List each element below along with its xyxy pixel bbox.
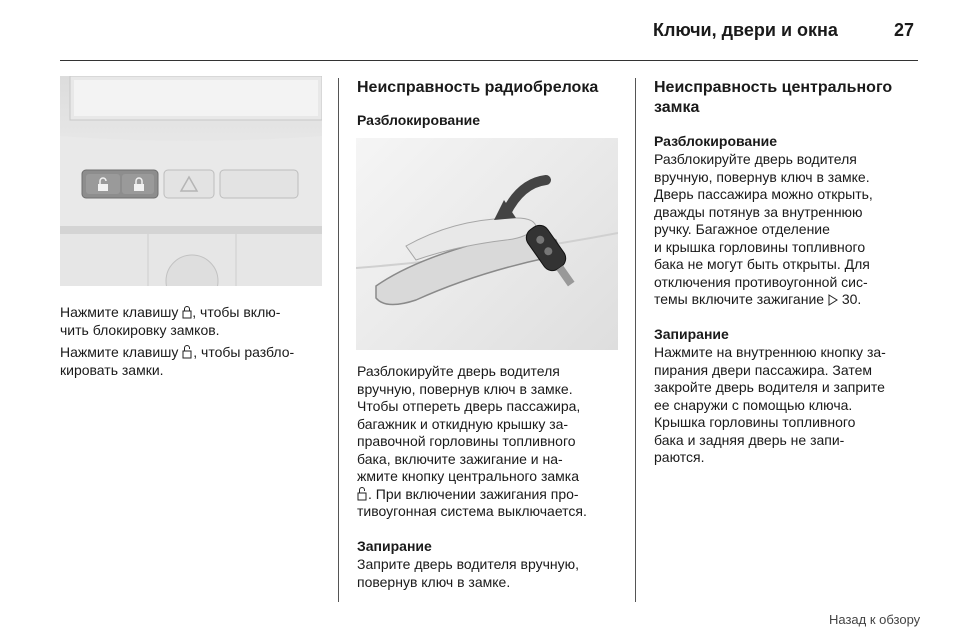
text-line: бака и задняя дверь не запи- [654,431,845,448]
text-line: вручную, повернув ключ в замке. [357,380,573,397]
page-reference-arrow-icon [828,294,838,306]
title-line: замка [654,99,700,116]
column-divider-1 [338,78,339,602]
header-divider [60,60,918,61]
text-line: Заприте дверь водителя вручную, [357,556,580,572]
text-line: темы включите зажигание [654,291,825,307]
door-handle-illustration [356,138,618,350]
text-line: и крышка горловины топливного [654,238,866,255]
page-number: 27 [894,20,915,40]
text-line: Нажмите на внутреннюю кнопку за- [654,344,886,360]
text-line: отключения противоугонной сис- [654,273,868,290]
page-header-title: Ключи, двери и окна [653,20,838,40]
text-line: Разблокируйте дверь водителя [654,151,857,167]
page-reference: 30. [837,291,862,307]
text-line: ее снаружи с помощью ключа. [654,396,853,413]
unlock-instruction [60,344,294,379]
column-divider-2 [635,78,636,602]
text-line: раются. [654,449,705,465]
door-handle-key-drawing [356,138,618,350]
central-lock-text [654,344,886,467]
text-line: закройте дверь водителя и заприте [654,379,885,395]
text-line: бака не могут быть открыты. Для [654,256,870,272]
lock-buttons-illustration [60,76,322,286]
text-line: правочной горловины топливного [357,433,576,449]
central-lock-icon [357,486,368,501]
text-line: ручку. Багажное отделение [654,221,830,237]
lock-icon [182,305,192,319]
text-line: Чтобы отпереть дверь пассажира, [357,398,581,414]
text-line: тивоугонная система выключается. [357,503,587,519]
remote-lock-text [357,556,579,591]
lock-instruction-line2: чить блокировку замков. [60,321,220,338]
lock-instruction [60,304,280,339]
unlock-instruction-tail: , чтобы разбло- [193,344,295,360]
text-line: повернув ключ в замке. [357,573,511,590]
text-line: Разблокируйте дверь водителя [357,363,560,379]
text-line: пирания двери пассажира. Затем [654,361,873,378]
back-to-overview-link[interactable]: Назад к обзору [829,612,921,627]
unlock-instruction-line2: кировать замки. [60,361,164,378]
remote-unlock-text [357,363,587,521]
text-line: багажник и откидную крышку за- [357,415,569,432]
lock-instruction-tail: , чтобы вклю- [192,304,281,320]
lock-buttons-photo [60,76,322,286]
unlock-instruction-text: Нажмите клавишу [60,344,179,360]
text-line: Дверь пассажира можно открыть, [654,186,873,202]
central-lock-failure-title [654,78,892,118]
central-unlock-text [654,151,873,309]
central-lock-subtitle: Запирание [654,326,729,342]
unlock-icon [182,344,193,359]
lock-instruction-text: Нажмите клавишу [60,304,179,320]
title-line: Неисправность центрального [654,79,893,96]
remote-unlock-subtitle: Разблокирование [357,112,481,128]
text-line: Крышка горловины топливного [654,414,856,430]
text-line: дважды потянув за внутреннюю [654,203,863,220]
text-line: бака, включите зажигание и на- [357,450,563,467]
remote-lock-subtitle: Запирание [357,538,432,554]
text-line: . При включении зажигания про- [368,485,579,502]
remote-failure-title: Неисправность радиобрелока [357,79,599,96]
text-line: вручную, повернув ключ в замке. [654,168,870,185]
text-line: жмите кнопку центрального замка [357,468,580,484]
central-unlock-subtitle: Разблокирование [654,133,778,149]
